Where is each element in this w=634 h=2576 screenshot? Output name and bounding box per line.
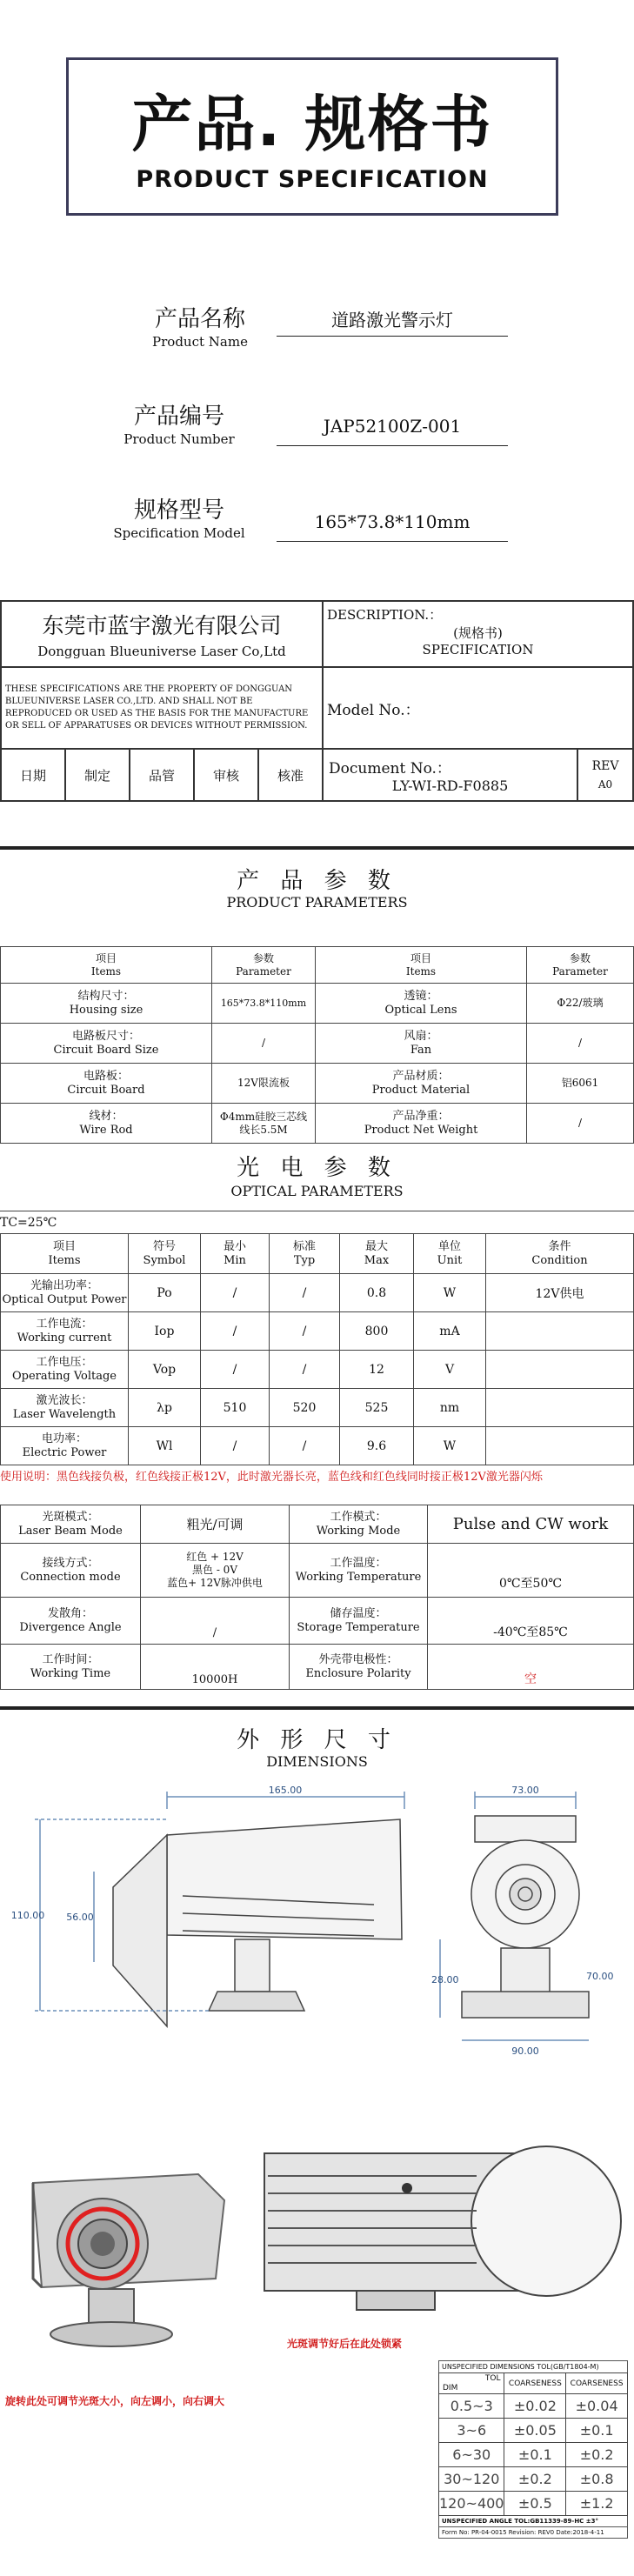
pp-row-material-param: 铝6061 — [527, 1064, 634, 1104]
tol-val2: ±0.8 — [566, 2467, 628, 2492]
pp-row-wire-item: 线材： Wire Rod — [1, 1104, 212, 1144]
dimensions-title-cn: 外 形 尺 寸 — [237, 1727, 397, 1753]
working-temp-value: 0℃至50℃ — [428, 1544, 634, 1598]
op-row-symbol: Po — [129, 1274, 201, 1312]
op-row-symbol: Vop — [129, 1351, 201, 1389]
tol-header-col2: COARSENESS — [566, 2373, 628, 2394]
divergence-label: 发散角： Divergence Angle — [1, 1598, 141, 1645]
product-name-value: 道路激光警示灯 — [277, 306, 508, 337]
side-view-drawing — [9, 1783, 417, 2087]
op-row-unit: W — [414, 1427, 486, 1465]
storage-temp-label: 储存温度： Storage Temperature — [290, 1598, 428, 1645]
tol-val1: ±0.05 — [504, 2419, 566, 2443]
op-row-cond — [486, 1312, 634, 1351]
pp-row-housing-param: 165*73.8*110mm — [212, 984, 316, 1024]
model-label: Model No.： — [323, 667, 633, 749]
tol-range: 30~120 — [439, 2467, 504, 2492]
tol-header-diag — [439, 2373, 504, 2394]
tol-val1: ±0.2 — [504, 2467, 566, 2492]
beam-mode-value: 粗光/可调 — [141, 1505, 290, 1544]
divider — [0, 1706, 634, 1710]
op-header-unit: 单位 Unit — [414, 1234, 486, 1274]
op-row-symbol: Iop — [129, 1312, 201, 1351]
op-row-unit: W — [414, 1274, 486, 1312]
pp-row-lens-param: Φ22/玻璃 — [527, 984, 634, 1024]
beam-mode-label: 光斑模式： Laser Beam Mode — [1, 1505, 141, 1544]
sign-approve: 核准 — [258, 749, 323, 801]
product-name-label-cn: 产品名称 — [154, 306, 245, 332]
spec-model-value: 165*73.8*110mm — [277, 511, 508, 542]
usage-note: 使用说明：黑色线接负极，红色线接正极12V，此时激光器长亮，蓝色线和红色线同时接正极12V激光器闪烁 — [0, 1471, 543, 1484]
optical-params-title-en: OPTICAL PARAMETERS — [230, 1183, 404, 1199]
working-time-label: 工作时间： Working Time — [1, 1645, 141, 1690]
description-label: DESCRIPTION.： — [327, 607, 443, 623]
description-cell — [323, 601, 633, 667]
working-mode-value: Pulse and CW work — [428, 1505, 634, 1544]
company-name-cn: 东莞市蓝宇激光有限公司 — [42, 613, 282, 638]
op-header-min: 最小 Min — [201, 1234, 270, 1274]
product-number-value: JAP52100Z-001 — [277, 416, 508, 446]
pp-row-weight-item: 产品净重： Product Net Weight — [316, 1104, 527, 1144]
property-notice: THESE SPECIFICATIONS ARE THE PROPERTY OF DONGGUAN BLUEUNIVERSE LASER CO.,LTD. AND SHALL NOT BE REPRODUCED OR USED AS THE BASIS FOR THE MANUFACTURE OR SELL OF APPARATUSES OR DEVICES WITHOUT PERMISSION. — [1, 667, 323, 749]
dim-side-height: 110.00 — [10, 1910, 45, 1921]
description-en: SPECIFICATION — [422, 642, 534, 657]
op-row-typ: / — [270, 1274, 340, 1312]
connection-value: 红色 + 12V 黑色 - 0V 蓝色+ 12V脉冲供电 — [141, 1544, 290, 1598]
product-photo-side — [259, 2141, 624, 2315]
dim-front-dia: 70.00 — [586, 1971, 614, 1982]
tol-val1: ±0.5 — [504, 2492, 566, 2516]
op-row-cond — [486, 1427, 634, 1465]
document-cell — [323, 749, 577, 801]
op-row-min: / — [201, 1351, 270, 1389]
tolerance-footer-angle: UNSPECIFIED ANGLE TOL:GB11339-89-HC ±3° — [438, 2516, 628, 2527]
temp-note: TC=25℃ — [0, 1216, 57, 1230]
op-row-unit: nm — [414, 1389, 486, 1427]
tol-val2: ±1.2 — [566, 2492, 628, 2516]
op-row-unit: V — [414, 1351, 486, 1389]
op-row-cond: 12V供电 — [486, 1274, 634, 1312]
op-header-items: 项目 Items — [1, 1234, 129, 1274]
product-params-title-en: PRODUCT PARAMETERS — [226, 894, 408, 911]
pp-row-board-item: 电路板： Circuit Board — [1, 1064, 212, 1104]
sign-review: 审核 — [194, 749, 258, 801]
spec-model-label-en: Specification Model — [113, 525, 245, 541]
document-label: Document No.： — [329, 760, 451, 777]
pp-row-weight-param: / — [527, 1104, 634, 1144]
sign-qc: 品管 — [130, 749, 194, 801]
pp-row-lens-item: 透镜： Optical Lens — [316, 984, 527, 1024]
op-row-typ: 520 — [270, 1389, 340, 1427]
storage-temp-value: -40℃至85℃ — [428, 1598, 634, 1645]
product-number-label-cn: 产品编号 — [133, 404, 224, 430]
pp-row-boardsize-param: / — [212, 1024, 316, 1064]
tolerance-table-block — [438, 2360, 628, 2539]
op-row-max: 525 — [340, 1389, 414, 1427]
op-header-symbol: 符号 Symbol — [129, 1234, 201, 1274]
pp-row-fan-param: / — [527, 1024, 634, 1064]
enclosure-polarity-label: 外壳带电极性： Enclosure Polarity — [290, 1645, 428, 1690]
title-box — [66, 57, 558, 216]
dimensions-title-en: DIMENSIONS — [266, 1753, 368, 1770]
product-photo-front — [16, 2148, 233, 2366]
op-row-item: 工作电压： Operating Voltage — [1, 1351, 129, 1389]
product-params-table — [0, 946, 634, 1144]
product-params-title-cn: 产 品 参 数 — [237, 868, 397, 894]
note-left: 旋转此处可调节光斑大小，向左调小，向右调大 — [5, 2395, 225, 2407]
op-row-symbol: Wl — [129, 1427, 201, 1465]
pp-row-boardsize-item: 电路板尺寸： Circuit Board Size — [1, 1024, 212, 1064]
op-row-typ: / — [270, 1427, 340, 1465]
dim-side-inner-height: 56.00 — [66, 1912, 94, 1923]
sign-date: 日期 — [1, 749, 65, 801]
connection-label: 接线方式： Connection mode — [1, 1544, 141, 1598]
op-row-max: 12 — [340, 1351, 414, 1389]
divider — [0, 846, 634, 850]
header-block — [0, 600, 634, 802]
tol-val1: ±0.1 — [504, 2443, 566, 2467]
op-row-typ: / — [270, 1312, 340, 1351]
op-row-item: 电功率： Electric Power — [1, 1427, 129, 1465]
op-row-min: / — [201, 1427, 270, 1465]
company-cell — [1, 601, 323, 667]
spec-model-label-cn: 规格型号 — [133, 497, 224, 524]
tol-range: 0.5~3 — [439, 2394, 504, 2419]
tolerance-title: UNSPECIFIED DIMENSIONS TOL(GB/T1804-M) — [438, 2360, 628, 2372]
pp-row-fan-item: 风扇： Fan — [316, 1024, 527, 1064]
op-row-symbol: λp — [129, 1389, 201, 1427]
product-number-label-en: Product Number — [123, 431, 235, 447]
tol-val2: ±0.1 — [566, 2419, 628, 2443]
tol-header-dim: DIM — [443, 2384, 458, 2392]
optical-params-title-cn: 光 电 参 数 — [237, 1155, 397, 1181]
pp-row-wire-param: Φ4mm硅胶三芯线 线长5.5M — [212, 1104, 316, 1144]
tol-val1: ±0.02 — [504, 2394, 566, 2419]
pp-row-housing-item: 结构尺寸： Housing size — [1, 984, 212, 1024]
dim-front-offset: 28.00 — [431, 1974, 459, 1985]
tol-header-tol: TOL — [484, 2374, 501, 2383]
op-header-condition: 条件 Condition — [486, 1234, 634, 1274]
page-title-cn: 产品. 规格书 — [131, 89, 493, 160]
op-row-min: 510 — [201, 1389, 270, 1427]
front-view-drawing — [423, 1783, 627, 2079]
tol-range: 120~400 — [439, 2492, 504, 2516]
dim-front-width: 73.00 — [511, 1785, 539, 1796]
divergence-value: / — [141, 1598, 290, 1645]
rev-value: A0 — [597, 778, 613, 791]
note-right: 光斑调节好后在此处锁紧 — [287, 2338, 403, 2350]
tol-range: 6~30 — [439, 2443, 504, 2467]
dim-side-width: 165.00 — [268, 1785, 303, 1796]
tolerance-footer-form: Form No: PR-04-0015 Revision: REV0 Date:2018-4-11 — [438, 2527, 628, 2539]
op-row-item: 光输出功率： Optical Output Power — [1, 1274, 129, 1312]
op-row-cond — [486, 1389, 634, 1427]
enclosure-polarity-value: 空 — [428, 1645, 634, 1690]
op-row-max: 9.6 — [340, 1427, 414, 1465]
rev-cell — [577, 749, 633, 801]
pp-header-param-2: 参数 Parameter — [527, 947, 634, 984]
optical-params-table — [0, 1233, 634, 1465]
pp-header-items-2: 项目 Items — [316, 947, 527, 984]
pp-header-items-1: 项目 Items — [1, 947, 212, 984]
op-row-cond — [486, 1351, 634, 1389]
op-row-min: / — [201, 1274, 270, 1312]
op-row-unit: mA — [414, 1312, 486, 1351]
document-number: LY-WI-RD-F0885 — [391, 777, 509, 794]
tol-val2: ±0.2 — [566, 2443, 628, 2467]
working-mode-label: 工作模式： Working Mode — [290, 1505, 428, 1544]
sign-draft: 制定 — [65, 749, 130, 801]
tol-val2: ±0.04 — [566, 2394, 628, 2419]
op-header-max: 最大 Max — [340, 1234, 414, 1274]
tol-header-col1: COARSENESS — [504, 2373, 566, 2394]
dim-base-dia: 90.00 — [511, 2045, 539, 2057]
op-row-item: 激光波长： Laser Wavelength — [1, 1389, 129, 1427]
extra-params-table — [0, 1505, 634, 1690]
op-row-item: 工作电流： Working current — [1, 1312, 129, 1351]
rev-label: REV — [591, 759, 619, 773]
pp-header-param-1: 参数 Parameter — [212, 947, 316, 984]
op-row-max: 800 — [340, 1312, 414, 1351]
pp-row-material-item: 产品材质： Product Material — [316, 1064, 527, 1104]
working-temp-label: 工作温度： Working Temperature — [290, 1544, 428, 1598]
pp-row-board-param: 12V限流板 — [212, 1064, 316, 1104]
company-name-en: Dongguan Blueuniverse Laser Co,Ltd — [37, 644, 286, 659]
tol-range: 3~6 — [439, 2419, 504, 2443]
page-title-en: PRODUCT SPECIFICATION — [136, 166, 489, 193]
op-row-min: / — [201, 1312, 270, 1351]
op-row-max: 0.8 — [340, 1274, 414, 1312]
op-header-typ: 标准 Typ — [270, 1234, 340, 1274]
description-cn: (规格书) — [453, 625, 503, 641]
product-name-label-en: Product Name — [152, 334, 248, 350]
working-time-value: 10000H — [141, 1645, 290, 1690]
op-row-typ: / — [270, 1351, 340, 1389]
